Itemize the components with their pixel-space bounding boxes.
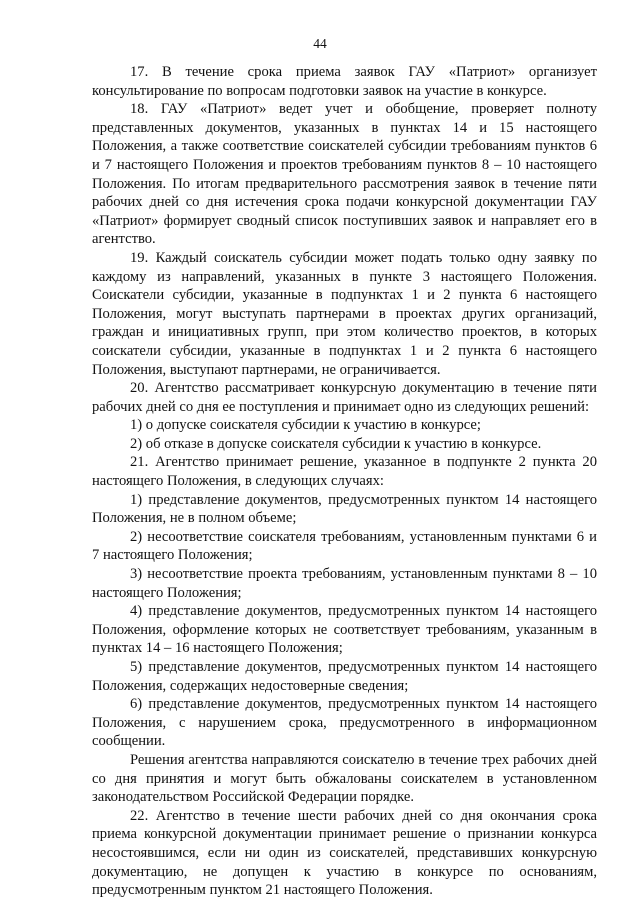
paragraph-decisions: Решения агентства направляются соискателю в течение трех рабочих дней со дня принятия и могут быть обжалованы соискателем в установленном законодательством Российской Федерации порядке.: [92, 751, 597, 806]
paragraph-21-item-1: 1) представление документов, предусмотренных пунктом 14 настоящего Положения, не в полном объеме;: [92, 491, 597, 527]
paragraph-21-item-4: 4) представление документов, предусмотренных пунктом 14 настоящего Положения, оформление которых не соответствует требованиям, указанным в пунктах 14 – 16 настоящего Положения;: [92, 603, 597, 657]
paragraph-20: 20. Агентство рассматривает конкурсную документацию в течение пяти рабочих дней со дня ее поступления и принимает одно из следующих решений:: [92, 380, 597, 415]
paragraph-21: 21. Агентство принимает решение, указанное в подпункте 2 пункта 20 настоящего Положения, в следующих случаях:: [92, 454, 597, 490]
paragraph-20-item-1: 1) о допуске соискателя субсидии к участию в конкурсе;: [130, 417, 481, 434]
paragraph-21-item-3: 3) несоответствие проекта требованиям, установленным пунктами 8 – 10 настоящего Положения;: [92, 566, 597, 601]
paragraph-17: 17. В течение срока приема заявок ГАУ «Патриот» организует консультирование по вопросам подготовки заявок на участие в конкурсе.: [92, 64, 597, 99]
document-body: [92, 63, 597, 900]
paragraph-21-item-5: 5) представление документов, предусмотренных пунктом 14 настоящего Положения, содержащих недостоверные сведения;: [92, 659, 597, 694]
paragraph-21-item-2: 2) несоответствие соискателя требованиям, установленным пунктами 6 и 7 настоящего Положения;: [92, 528, 597, 564]
paragraph-18: 18. ГАУ «Патриот» ведет учет и обобщение, проверяет полноту представленных документов, указанных в пунктах 14 и 15 настоящего Положения, а также соответствие соискателей субсидии требованиям пунктов 6 и 7 настоящего Положения и проектов требованиям пунктов 8 – 10 настоящего Положения. По итогам предварительного рассмотрения заявок в течение пяти рабочих дней со дня истечения срока подачи конкурсной документации ГАУ «Патриот» формирует сводный список поступивших заявок и направляет его в агентство.: [92, 101, 597, 248]
page-number: 44: [313, 36, 327, 51]
paragraph-19: 19. Каждый соискатель субсидии может подать только одну заявку по каждому из направлений, указанных в пункте 3 настоящего Положения. Соискатели субсидии, указанные в подпунктах 1 и 2 пункта 6 настоящего Положения, могут выступать партнерами в проектах других организаций, граждан и инициативных групп, при этом количество проектов, в которых соискатели субсидии, указанные в подпунктах 1 и 2 пункта 6 настоящего Положения, выступают партнерами, не ограничивается.: [92, 249, 597, 378]
paragraph-20-item-2: 2) об отказе в допуске соискателя субсидии к участию в конкурсе.: [130, 435, 542, 452]
paragraph-22: 22. Агентство в течение шести рабочих дней со дня окончания срока приема конкурсной документации принимает решение о признании конкурса несостоявшимся, если ни один из соискателей, представивших конкурсную документацию, не допущен к участию в конкурсе по основаниям, предусмотренным пунктом 21 настоящего Положения.: [92, 807, 597, 899]
paragraph-21-item-6: 6) представление документов, предусмотренных пунктом 14 настоящего Положения, с нарушением срока, предусмотренного в информационном сообщении.: [92, 696, 597, 750]
